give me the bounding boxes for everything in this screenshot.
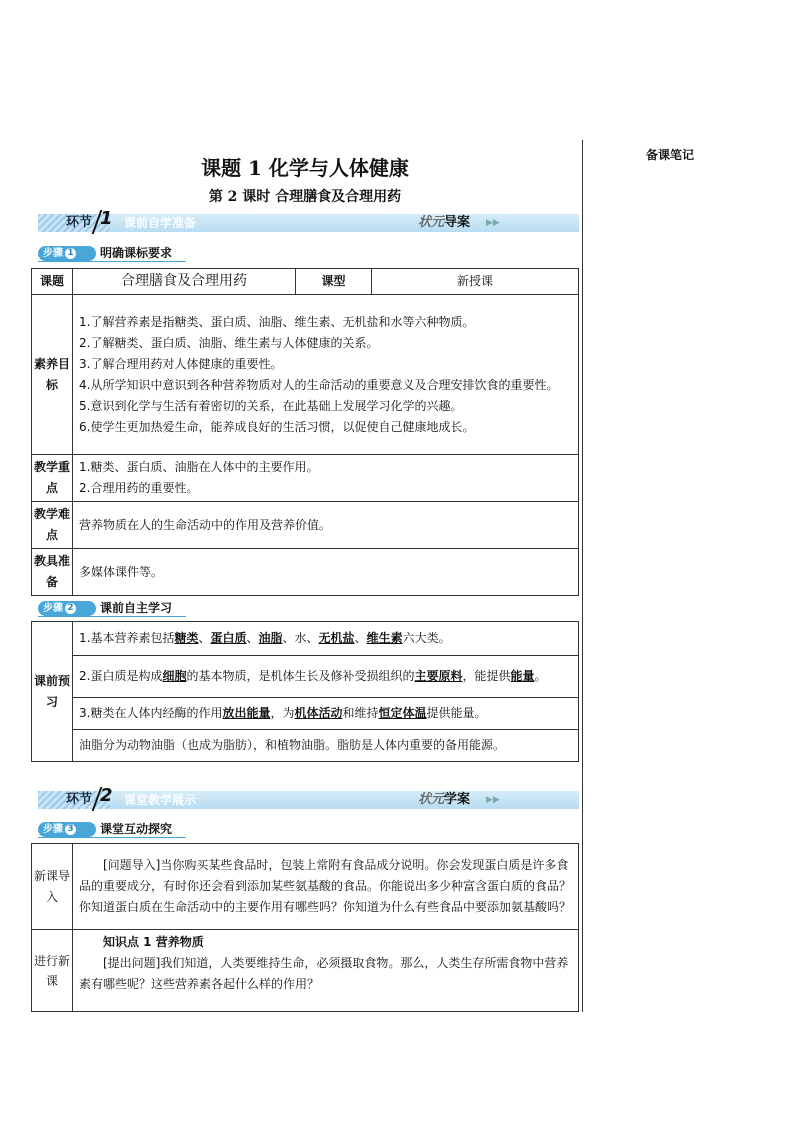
type-value: 新授课	[372, 269, 579, 295]
label-new-lesson: 进行新课	[32, 930, 73, 1012]
new-lesson-content	[73, 930, 579, 1012]
banner-section: 环节	[66, 792, 93, 807]
banner-right: 状元学案	[418, 792, 471, 807]
goal-item: 5.意识到化学与生活有着密切的关系，在此基础上发展学习化学的兴趣。	[79, 398, 463, 413]
label-type: 课型	[296, 269, 372, 295]
label-topic: 课题	[32, 269, 73, 295]
banner-right: 状元导案	[418, 215, 471, 230]
side-notes-title: 备课笔记	[646, 148, 695, 162]
preview-table	[31, 621, 579, 762]
label-tools: 教具准备	[32, 549, 73, 596]
double-arrow-icon: ▶▶	[486, 795, 500, 805]
goal-item: 2.了解糖类、蛋白质、油脂、维生素与人体健康的关系。	[79, 335, 379, 350]
key-points	[73, 455, 579, 502]
step-label: 课前自主学习	[100, 601, 173, 615]
goal-item: 1.了解营养素是指糖类、蛋白质、油脂、维生素、无机盐和水等六种物质。	[79, 314, 475, 329]
key-item: 1.糖类、蛋白质、油脂在人体中的主要作用。	[79, 460, 319, 474]
key-item: 2.合理用药的重要性。	[79, 481, 199, 495]
preview-item-3: 3.糖类在人体内经酶的作用放出能量，为机体活动和维持恒定体温提供能量。	[73, 698, 579, 730]
goal-item: 3.了解合理用药对人体健康的重要性。	[79, 356, 283, 371]
page-title: 课题 1 化学与人体健康	[201, 156, 409, 180]
intro-text: [问题导入]当你购买某些食品时，包装上常附有食品成分说明。你会发现蛋白质是许多食品的重要成分，有时你还会看到添加某些氨基酸的食品。你能说出多少种富含蛋白质的食品？你知道蛋白质在生命活动中的主要作用有哪些吗？你知道为什么有些食品中要添加氨基酸吗？	[73, 844, 579, 930]
step-pill: 步骤 1	[38, 246, 96, 261]
banner-name: 课堂教学展示	[124, 793, 197, 807]
label-key: 教学重点	[32, 455, 73, 502]
step-pill: 步骤 3	[38, 822, 96, 837]
step-pill: 步骤 2	[38, 601, 96, 616]
step-label: 明确课标要求	[100, 246, 173, 260]
lesson-table	[31, 843, 579, 1012]
double-arrow-icon: ▶▶	[486, 218, 500, 228]
question-text: [提出问题]我们知道，人类要维持生命，必须摄取食物。那么，人类生存所需食物中营养素有哪些呢？这些营养素各起什么样的作用？	[79, 956, 569, 991]
step-1-header	[38, 246, 198, 262]
banner-section: 环节	[66, 215, 93, 230]
goals-list	[73, 295, 579, 455]
step-label: 课堂互动探究	[100, 822, 173, 836]
banner-name: 课前自学准备	[124, 216, 197, 230]
margin-divider	[582, 140, 583, 1012]
preview-item-4: 油脂分为动物油脂（也成为脂肪），和植物油脂。脂肪是人体内重要的备用能源。	[73, 730, 579, 762]
label-intro: 新课导入	[32, 844, 73, 930]
label-preview: 课前预习	[32, 622, 73, 762]
curriculum-table	[31, 268, 579, 596]
difficulty-text: 营养物质在人的生命活动中的作用及营养价值。	[73, 502, 579, 549]
banner-number: 1	[100, 208, 113, 229]
banner-number: 2	[100, 785, 113, 806]
preview-item-2: 2.蛋白质是构成细胞的基本物质，是机体生长及修补受损组织的主要原料，能提供能量。	[73, 656, 579, 698]
section-banner-1	[38, 208, 579, 232]
label-goals: 素养目标	[32, 295, 73, 455]
preview-item-1: 1.基本营养素包括糖类、蛋白质、油脂、水、无机盐、维生素六大类。	[73, 622, 579, 656]
tools-text: 多媒体课件等。	[73, 549, 579, 596]
label-difficulty: 教学难点	[32, 502, 73, 549]
section-banner-2	[38, 785, 579, 809]
step-2-header	[38, 601, 198, 617]
page-subtitle: 第 2 课时 合理膳食及合理用药	[208, 189, 402, 205]
goal-item: 6.使学生更加热爱生命，能养成良好的生活习惯，以促使自己健康地成长。	[79, 419, 475, 434]
knowledge-point-title: 知识点 1 营养物质	[103, 935, 204, 949]
goal-item: 4.从所学知识中意识到各种营养物质对人的生命活动的重要意义及合理安排饮食的重要性。	[79, 377, 559, 392]
step-3-header	[38, 822, 198, 838]
topic-value: 合理膳食及合理用药	[73, 269, 296, 295]
